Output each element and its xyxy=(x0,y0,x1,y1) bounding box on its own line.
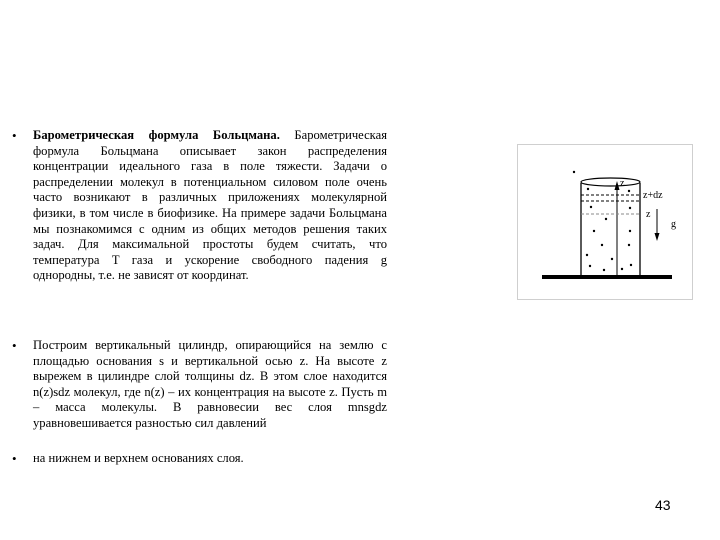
paragraph-cylinder-setup: Построим вертикальный цилиндр, опирающийся на землю с площадью основания s и вертикальной осью z. На высоте z вырежем в цилиндре слой толщины dz. В этом слое находится n(z)sdz молекул, где n(z) – их концентрация на высоте z. Пусть m – масса молекулы. В равновесии вес слоя mnsgdz уравновешивается разностью сил давлений xyxy=(33,338,387,430)
molecule-dot xyxy=(587,188,589,190)
molecule-dot xyxy=(573,171,575,173)
gravity-arrow-head xyxy=(655,233,660,241)
paragraph-body: Барометрическая формула Больцмана описывает закон распределения концентрации идеального газа в поле тяжести. Задачи о распределении молекул в потенциальном силовом поле очень часто возникают в различных приложениях молекулярной физики, в том числе в биофизике. На примере задачи Больцмана мы познакомимся с одним из общих методов решения таких задач. Для максимальной простоты будем считать, что температура T газа и ускорение свободного падения g однородны, т.е. не зависят от координат. xyxy=(33,128,387,283)
page-number: 43 xyxy=(655,497,671,513)
paragraph-barometric-intro xyxy=(33,128,387,284)
label-g: g xyxy=(671,219,676,230)
molecule-dot xyxy=(589,265,591,267)
paragraph-pressure-bases: на нижнем и верхнем основаниях слоя. xyxy=(33,451,244,465)
bullet-3: • xyxy=(12,451,17,466)
label-z-axis: z xyxy=(620,178,625,189)
molecule-dot xyxy=(630,264,632,266)
molecule-dot xyxy=(611,258,613,260)
cylinder-figure xyxy=(517,144,693,300)
molecule-dot xyxy=(629,207,631,209)
molecule-dot xyxy=(629,230,631,232)
cylinder-diagram xyxy=(518,145,692,299)
bullet-2: • xyxy=(12,338,17,353)
bullet-1: • xyxy=(12,128,17,143)
molecule-dot xyxy=(621,268,623,270)
label-z-plus-dz: z+dz xyxy=(643,190,663,201)
molecule-dot xyxy=(628,244,630,246)
molecule-dot xyxy=(603,269,605,271)
molecule-dot xyxy=(628,190,630,192)
molecule-dot xyxy=(593,230,595,232)
paragraph-title: Барометрическая формула Больцмана. xyxy=(33,128,280,142)
molecule-dot xyxy=(586,254,588,256)
label-z: z xyxy=(646,209,651,220)
molecule-dot xyxy=(590,206,592,208)
molecule-dot xyxy=(601,244,603,246)
cylinder-top-ellipse xyxy=(581,178,640,186)
molecule-dot xyxy=(605,218,607,220)
